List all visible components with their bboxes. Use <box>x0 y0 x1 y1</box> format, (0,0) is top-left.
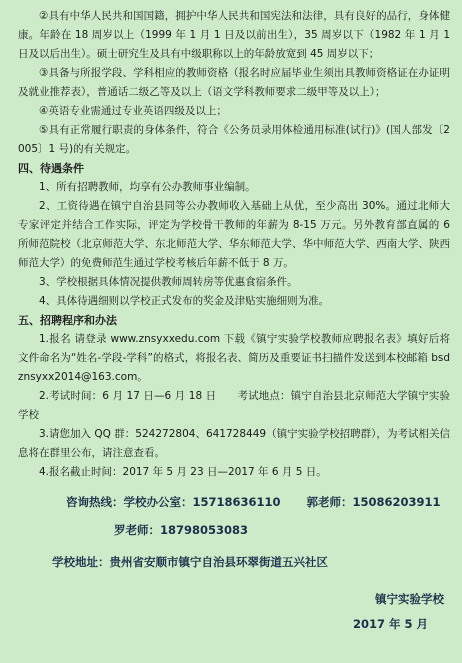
signature-date: 2017 年 5 月 <box>352 617 428 631</box>
benefit-item: 3、学校根据具体情况提供教师周转房等优惠食宿条件。 <box>39 276 298 288</box>
guo-teacher-text: 郭老师：15086203911 <box>306 495 441 509</box>
procedure-item: 3.请您加入 QQ 群：524272804、641728449（镇宁实验学校招聘群），为考试相关信息将在群里公布，请注意查看。 <box>18 428 450 459</box>
section-heading-benefits: 四、待遇条件 <box>18 162 84 175</box>
contact-hotline-line <box>18 492 450 512</box>
benefit-item: 1、所有招聘教师，均享有公办教师事业编制。 <box>39 181 256 193</box>
luo-teacher-text: 罗老师：18798053083 <box>114 523 249 537</box>
procedure-item: 1.报名 请登录 www.znsyxxedu.com 下载《镇宁实验学校教师应聘报名表》填好后将文件命名为“姓名-学段-学科”的格式，将报名表、简历及重要证书扫描件发送到本校邮箱 bsdznsyxx2014@163.com。 <box>18 333 450 383</box>
section-heading-procedure: 五、招聘程序和办法 <box>18 314 117 327</box>
requirement-3: ③具备与所报学段、学科相应的教师资格（报名时应届毕业生须出具教师资格证在办证明及就业推荐表），普通话二级乙等及以上（语文学科教师要求二级甲等及以上）； <box>18 67 450 98</box>
requirement-4: ④英语专业需通过专业英语四级及以上； <box>39 105 227 117</box>
benefit-item: 4、具体待遇细则以学校正式发布的奖金及津贴实施细则为准。 <box>39 295 330 307</box>
school-address: 学校地址：贵州省安顺市镇宁自治县环翠街道五兴社区 <box>52 555 328 569</box>
requirement-5: ⑤具有正常履行职责的身体条件，符合《公务员录用体检通用标准(试行)》(国人部发〔2005〕1 号)的有关规定。 <box>18 124 450 155</box>
school-signature: 镇宁实验学校 <box>375 592 444 606</box>
benefit-item: 2、工资待遇在镇宁自治县同等公办教师收入基础上从优，至少高出 30%。通过北师大专家评定并结合工作实际，评定为学校骨干教师的年薪为 8-15 万元。另外教育部直属的 6 所师范院校（北京师范大学、东北师范大学、华东师范大学、华中师范大学、西南大学、陕西师范大学）的免费师范生通过学校考核后年薪不低于 8 万。 <box>18 200 450 269</box>
procedure-item: 4.报名截止时间：2017 年 5 月 23 日—2017 年 6 月 5 日。 <box>39 466 327 478</box>
procedure-item: 2.考试时间：6 月 17 日—6 月 18 日 考试地点：镇宁自治县北京师范大学镇宁实验学校 <box>18 390 450 421</box>
requirement-2: ②具有中华人民共和国国籍，拥护中华人民共和国宪法和法律，具有良好的品行，身体健康。年龄在 18 周岁以上（1999 年 1 月 1 日及以前出生），35 周岁以下（1982 年 1 月 1 日及以后出生）。硕士研究生及具有中级职称以上的年龄放宽到 45 周岁以下； <box>18 10 450 60</box>
hotline-text: 咨询热线：学校办公室：15718636110 <box>66 495 281 509</box>
